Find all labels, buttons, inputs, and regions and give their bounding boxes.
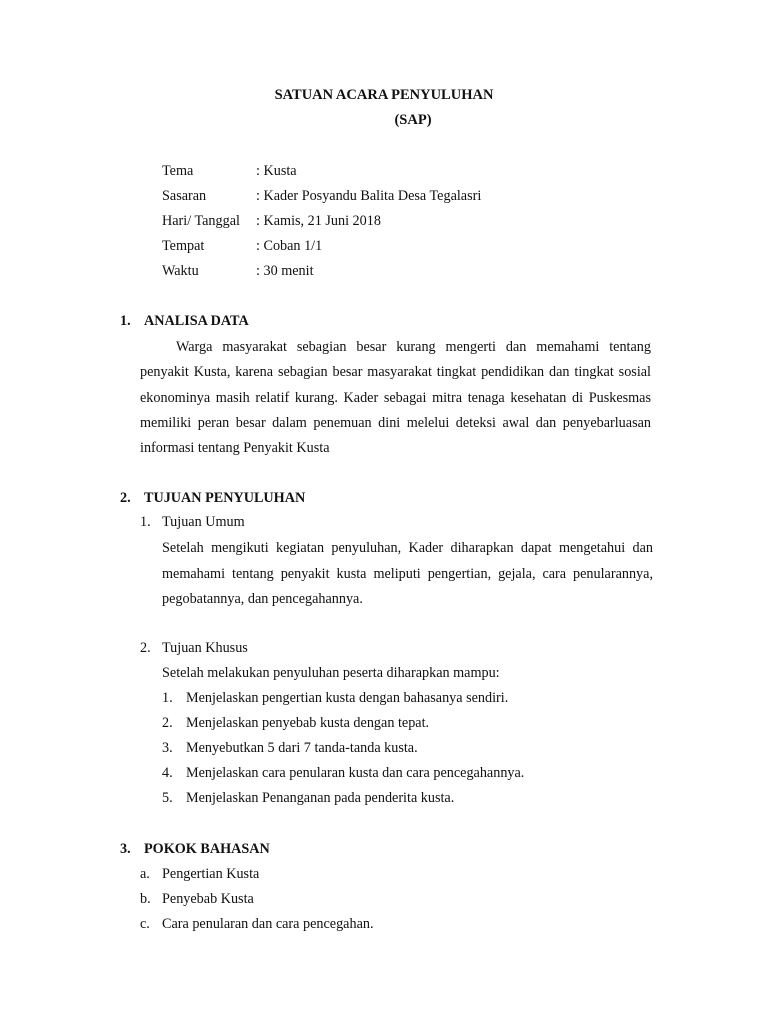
tujuan-khusus-intro: Setelah melakukan penyuluhan peserta diharapkan mampu:: [162, 665, 500, 681]
section-heading-analisa-data: [120, 313, 249, 330]
list-text: Menjelaskan cara penularan kusta dan cara pencegahannya.: [186, 765, 525, 781]
subheading-tujuan-khusus: [140, 640, 248, 657]
info-label: Waktu: [162, 263, 199, 279]
list-letter: a.: [140, 866, 150, 882]
list-text: Penyebab Kusta: [162, 891, 254, 907]
document-subtitle-text: (SAP): [394, 112, 432, 128]
list-item: [140, 916, 374, 933]
document-title: SATUAN ACARA PENYULUHAN: [274, 87, 494, 103]
section-title: POKOK BAHASAN: [144, 841, 270, 857]
subsection-number: 1.: [140, 514, 151, 530]
subsection-title: Tujuan Umum: [162, 514, 245, 530]
tujuan-umum-paragraph: Setelah mengikuti kegiatan penyuluhan, Kader diharapkan dapat mengetahui dan memahami tentang penyakit kusta meliputi pengertian, gejala, cara penularannya, pegobatannya, dan pencegahannya.: [162, 540, 653, 607]
subsection-number: 2.: [140, 640, 151, 656]
list-item: [162, 765, 524, 782]
list-text: Menyebutkan 5 dari 7 tanda-tanda kusta.: [186, 740, 418, 756]
list-text: Menjelaskan pengertian kusta dengan bahasanya sendiri.: [186, 690, 509, 706]
list-number: 5.: [162, 790, 173, 806]
list-number: 2.: [162, 715, 173, 731]
info-label: Hari/ Tanggal: [162, 213, 240, 229]
section-title: TUJUAN PENYULUHAN: [144, 490, 306, 506]
list-text: Menjelaskan Penanganan pada penderita kusta.: [186, 790, 455, 806]
subsection-title: Tujuan Khusus: [162, 640, 248, 656]
list-number: 3.: [162, 740, 173, 756]
info-value: : Kamis, 21 Juni 2018: [256, 213, 381, 229]
list-text: Menjelaskan penyebab kusta dengan tepat.: [186, 715, 430, 731]
list-item: [140, 866, 259, 883]
list-letter: c.: [140, 916, 150, 932]
list-letter: b.: [140, 891, 151, 907]
section-title: ANALISA DATA: [144, 313, 249, 329]
list-item: [162, 740, 418, 757]
info-value: : 30 menit: [256, 263, 314, 279]
section-number: 1.: [120, 313, 131, 329]
info-label: Tema: [162, 163, 194, 179]
list-text: Cara penularan dan cara pencegahan.: [162, 916, 374, 932]
section-heading-pokok-bahasan: [120, 841, 270, 858]
subheading-tujuan-umum: [140, 514, 245, 531]
list-text: Pengertian Kusta: [162, 866, 260, 882]
analisa-data-paragraph: [140, 335, 651, 461]
list-number: 4.: [162, 765, 173, 781]
list-item: [140, 891, 254, 908]
info-value: : Kader Posyandu Balita Desa Tegalasri: [256, 188, 482, 204]
section-number: 3.: [120, 841, 131, 857]
section-heading-tujuan-penyuluhan: [120, 490, 305, 507]
list-number: 1.: [162, 690, 173, 706]
info-value: : Coban 1/1: [256, 238, 323, 254]
info-label: Tempat: [162, 238, 205, 254]
list-item: [162, 715, 429, 732]
list-item: [162, 790, 454, 807]
list-item: [162, 690, 508, 707]
info-value: : Kusta: [256, 163, 297, 179]
section-number: 2.: [120, 490, 131, 506]
document-subtitle: [0, 112, 768, 129]
analisa-data-text: Warga masyarakat sebagian besar kurang mengerti dan memahami tentang penyakit Kusta, karena sebagian besar masyarakat tingkat pendidikan dan tingkat sosial ekonominya masih relatif kurang. Kader sebagai mitra tenaga kesehatan di Puskesmas memiliki peran besar dalam penemuan dini melelui deteksi awal dan penyebarluasan informasi tentang Penyakit Kusta: [140, 339, 651, 457]
info-label: Sasaran: [162, 188, 207, 204]
